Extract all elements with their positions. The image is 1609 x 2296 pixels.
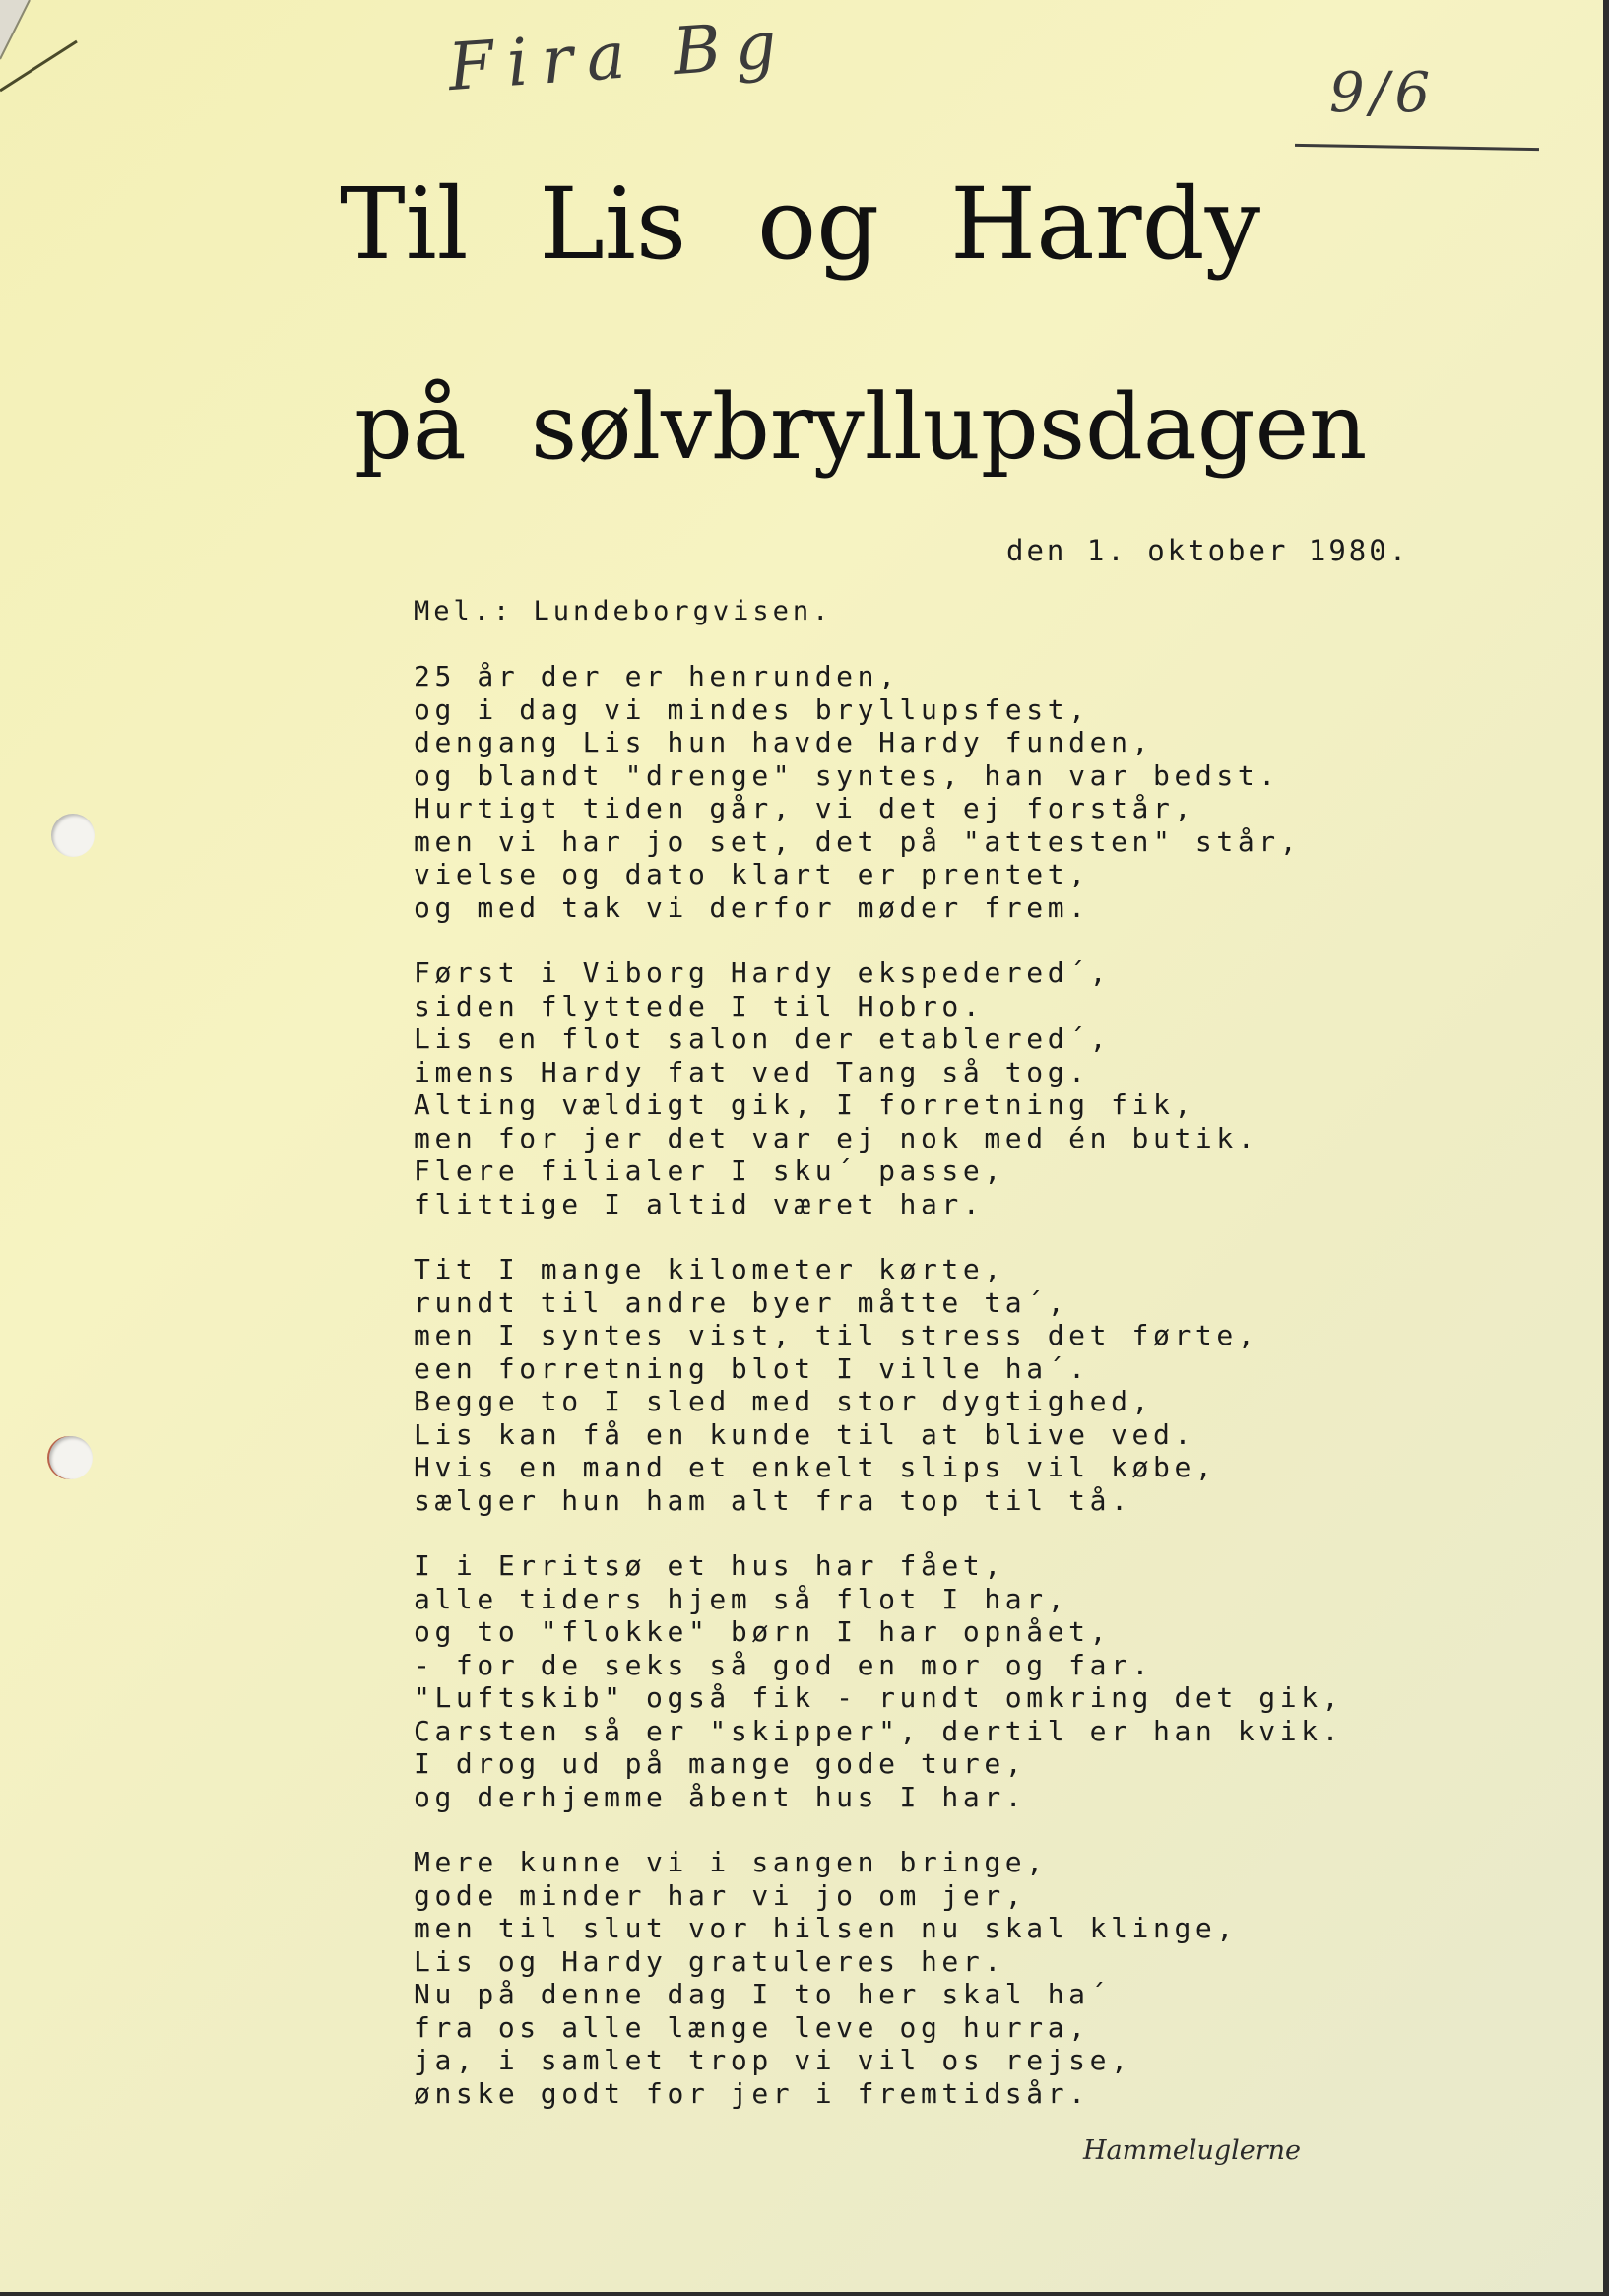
verse-line: siden flyttede I til Hobro. bbox=[414, 989, 985, 1022]
verse-line: Lis og Hardy gratuleres her. bbox=[414, 1944, 1005, 1978]
verse-line: ønske godt for jer i fremtidsår. bbox=[414, 2076, 1090, 2110]
verse-line: men vi har jo set, det på "attesten" står, bbox=[414, 824, 1302, 858]
verse-2 bbox=[414, 956, 1300, 1220]
title-line-2: på sølvbryllupsdagen bbox=[354, 374, 1368, 480]
punch-hole-bottom bbox=[49, 1436, 93, 1479]
verse-line: een forretning blot I ville ha´. bbox=[414, 1351, 1090, 1385]
verse-line: og to "flokke" børn I har opnået, bbox=[414, 1615, 1112, 1648]
verse-line: flittige I altid været har. bbox=[414, 1187, 985, 1220]
verse-line: Flere filialer I sku´ passe, bbox=[414, 1154, 1005, 1187]
verse-line: alle tiders hjem så flot I har, bbox=[414, 1582, 1069, 1615]
verse-line: og i dag vi mindes bryllupsfest, bbox=[414, 692, 1090, 726]
verse-line: Mere kunne vi i sangen bringe, bbox=[414, 1846, 1048, 1878]
verse-line: dengang Lis hun havde Hardy funden, bbox=[414, 726, 1154, 758]
verse-4 bbox=[414, 1549, 1344, 1813]
song-verses bbox=[414, 660, 1344, 2142]
verse-line: men I syntes vist, til stress det førte, bbox=[414, 1319, 1259, 1351]
verse-line: Lis kan få en kunde til at blive ved. bbox=[414, 1417, 1195, 1451]
verse-line: Carsten så er "skipper", dertil er han kvik. bbox=[414, 1714, 1344, 1747]
verse-line: gode minder har vi jo om jer, bbox=[414, 1878, 1027, 1912]
title-line-1: Til Lis og Hardy bbox=[340, 166, 1261, 282]
verse-line: ja, i samlet trop vi vil os rejse, bbox=[414, 2044, 1132, 2076]
verse-line: men til slut vor hilsen nu skal klinge, bbox=[414, 1912, 1238, 1944]
verse-line: men for jer det var ej nok med én butik. bbox=[414, 1121, 1259, 1154]
verse-line: Hurtigt tiden går, vi det ej forstår, bbox=[414, 792, 1195, 824]
verse-line: vielse og dato klart er prentet, bbox=[414, 858, 1090, 890]
folded-corner bbox=[0, 0, 89, 108]
verse-line: og derhjemme åbent hus I har. bbox=[414, 1780, 1027, 1813]
verse-line: fra os alle længe leve og hurra, bbox=[414, 2010, 1090, 2044]
handwritten-number: 9/6 bbox=[1329, 61, 1437, 125]
verse-line: Nu på denne dag I to her skal ha´ bbox=[414, 1978, 1112, 2010]
verse-line: Tit I mange kilometer kørte, bbox=[414, 1253, 1005, 1285]
verse-line: Alting vældigt gik, I forretning fik, bbox=[414, 1088, 1195, 1121]
verse-line: Lis en flot salon der etablered´, bbox=[414, 1022, 1112, 1055]
verse-line: "Luftskib" også fik - rundt omkring det gik, bbox=[414, 1681, 1344, 1714]
verse-line: Begge to I sled med stor dygtighed, bbox=[414, 1385, 1154, 1417]
verse-line: 25 år der er henrunden, bbox=[414, 660, 900, 692]
verse-3 bbox=[414, 1253, 1300, 1517]
date: den 1. oktober 1980. bbox=[1006, 534, 1410, 567]
verse-line: sælger hun ham alt fra top til tå. bbox=[414, 1483, 1132, 1517]
melody-note: Mel.: Lundeborgvisen. bbox=[414, 596, 833, 626]
punch-hole-top bbox=[51, 814, 95, 857]
verse-line: imens Hardy fat ved Tang så tog. bbox=[414, 1055, 1090, 1088]
verse-line: og med tak vi derfor møder frem. bbox=[414, 890, 1090, 924]
verse-line: - for de seks så god en mor og far. bbox=[414, 1648, 1154, 1681]
verse-line: Hvis en mand et enkelt slips vil købe, bbox=[414, 1451, 1217, 1483]
verse-line: og blandt "drenge" syntes, han var bedst. bbox=[414, 758, 1280, 792]
handwritten-note: Fira Bg bbox=[445, 5, 793, 106]
verse-line: I drog ud på mange gode ture, bbox=[414, 1747, 1027, 1780]
verse-line: Først i Viborg Hardy ekspedered´, bbox=[414, 956, 1112, 989]
verse-line: I i Erritsø et hus har fået, bbox=[414, 1549, 1005, 1582]
verse-5 bbox=[414, 1846, 1300, 2110]
verse-1 bbox=[414, 660, 1300, 924]
handwritten-signature: Hammeluglerne bbox=[1083, 2135, 1302, 2166]
verse-line: rundt til andre byer måtte ta´, bbox=[414, 1285, 1069, 1319]
